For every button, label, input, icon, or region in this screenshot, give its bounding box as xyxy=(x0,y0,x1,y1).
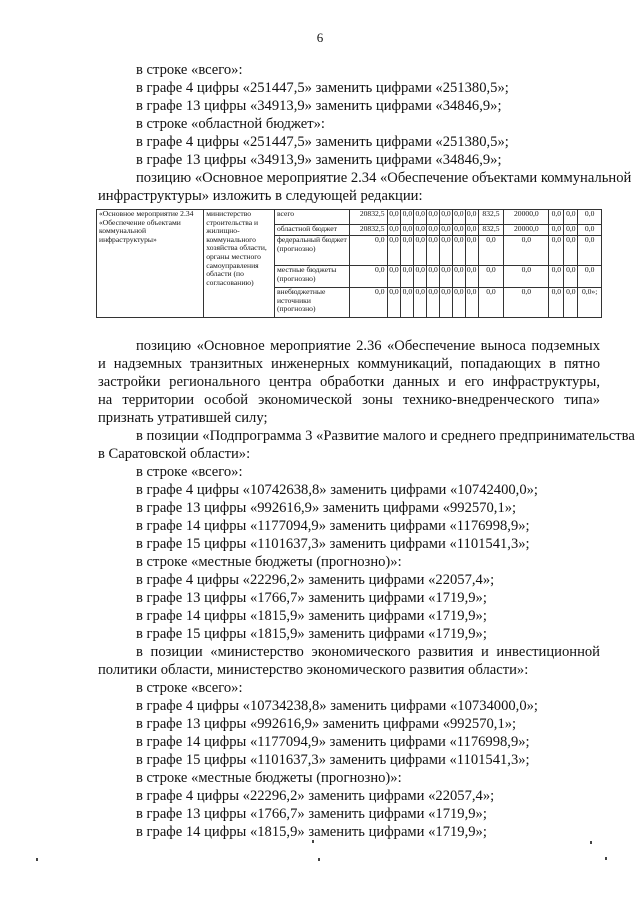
text-line: и надземных транзитных инженерных коммуникаций, попадающих в пятно xyxy=(98,356,600,372)
value-cell: 0,0 xyxy=(401,225,414,236)
value-cell: 0,0 xyxy=(452,225,465,236)
value-cell: 0,0 xyxy=(478,266,504,288)
value-cell: 0,0 xyxy=(427,225,440,236)
value-cell: 0,0 xyxy=(414,236,427,266)
total-cell: 20832,5 xyxy=(350,225,388,236)
text-line: в графе 14 цифры «1177094,9» заменить цифрами «1176998,9»; xyxy=(136,734,530,750)
value-cell: 0,0 xyxy=(427,288,440,318)
value-cell: 0,0 xyxy=(549,225,564,236)
total-cell: 0,0 xyxy=(350,266,388,288)
scan-speck xyxy=(318,858,320,861)
text-line: в графе 13 цифры «1766,7» заменить цифрами «1719,9»; xyxy=(136,590,487,606)
value-cell: 0,0 xyxy=(401,236,414,266)
value-cell: 0,0 xyxy=(387,288,401,318)
value-cell: 0,0 xyxy=(440,236,453,266)
value-cell: 0,0 xyxy=(504,236,549,266)
source-cell: областной бюджет xyxy=(274,225,349,236)
source-cell: всего xyxy=(274,210,349,225)
value-cell: 20000,0 xyxy=(504,225,549,236)
value-cell: 0,0 xyxy=(452,236,465,266)
value-cell: 0,0 xyxy=(414,288,427,318)
text-line: инфраструктуры» изложить в следующей редакции: xyxy=(98,188,423,204)
value-cell: 0,0 xyxy=(440,266,453,288)
value-cell: 0,0»; xyxy=(578,288,602,318)
text-line: в графе 4 цифры «251447,5» заменить цифрами «251380,5»; xyxy=(136,80,509,96)
value-cell: 0,0 xyxy=(465,288,478,318)
value-cell: 0,0 xyxy=(427,210,440,225)
text-line: позицию «Основное мероприятие 2.36 «Обеспечение выноса подземных xyxy=(136,338,600,354)
value-cell: 0,0 xyxy=(564,288,578,318)
text-line: в графе 13 цифры «992616,9» заменить цифрами «992570,1»; xyxy=(136,716,517,732)
text-line: в графе 14 цифры «1815,9» заменить цифрами «1719,9»; xyxy=(136,824,487,840)
total-cell: 0,0 xyxy=(350,288,388,318)
value-cell: 0,0 xyxy=(427,266,440,288)
total-cell: 20832,5 xyxy=(350,210,388,225)
text-line: в графе 4 цифры «251447,5» заменить цифрами «251380,5»; xyxy=(136,134,509,150)
text-line: в графе 15 цифры «1101637,3» заменить цифрами «1101541,3»; xyxy=(136,752,530,768)
text-line: в графе 13 цифры «34913,9» заменить цифрами «34846,9»; xyxy=(136,152,502,168)
text-line: в строке «местные бюджеты (прогнозно)»: xyxy=(136,770,402,786)
value-cell: 0,0 xyxy=(478,236,504,266)
text-line: в строке «областной бюджет»: xyxy=(136,116,325,132)
value-cell: 832,5 xyxy=(478,210,504,225)
value-cell: 0,0 xyxy=(414,210,427,225)
value-cell: 0,0 xyxy=(564,236,578,266)
value-cell: 0,0 xyxy=(478,288,504,318)
source-cell: федеральный бюджет (прогнозно) xyxy=(274,236,349,266)
text-line: в строке «всего»: xyxy=(136,680,243,696)
text-line: в строке «местные бюджеты (прогнозно)»: xyxy=(136,554,402,570)
value-cell: 0,0 xyxy=(578,225,602,236)
text-line: в графе 4 цифры «22296,2» заменить цифрами «22057,4»; xyxy=(136,788,495,804)
value-cell: 0,0 xyxy=(549,236,564,266)
value-cell: 0,0 xyxy=(465,236,478,266)
table-row xyxy=(97,210,602,225)
value-cell: 0,0 xyxy=(414,225,427,236)
text-line: в строке «всего»: xyxy=(136,464,243,480)
text-line: политики области, министерство экономического развития области»: xyxy=(98,662,529,678)
text-line: позицию «Основное мероприятие 2.34 «Обеспечение объектами коммунальной xyxy=(136,170,632,186)
value-cell: 0,0 xyxy=(440,288,453,318)
text-line: в графе 13 цифры «1766,7» заменить цифрами «1719,9»; xyxy=(136,806,487,822)
executor-cell: министерство строительства и жилищно-коммунального хозяйства области, органы местного самоуправления области (по согласованию) xyxy=(204,210,275,318)
total-cell: 0,0 xyxy=(350,236,388,266)
value-cell: 0,0 xyxy=(387,210,401,225)
value-cell: 0,0 xyxy=(401,266,414,288)
value-cell: 0,0 xyxy=(465,225,478,236)
text-line: застройки регионального центра обработки данных и его инфраструктуры, xyxy=(98,374,600,390)
text-line: в строке «всего»: xyxy=(136,62,243,78)
value-cell: 0,0 xyxy=(401,288,414,318)
measure-cell: «Основное мероприятие 2.34 «Обеспечение объектами коммунальной инфраструктуры» xyxy=(97,210,204,318)
value-cell: 0,0 xyxy=(504,288,549,318)
text-line: в графе 13 цифры «34913,9» заменить цифрами «34846,9»; xyxy=(136,98,502,114)
text-line: в графе 4 цифры «10734238,8» заменить цифрами «10734000,0»; xyxy=(136,698,538,714)
value-cell: 0,0 xyxy=(578,236,602,266)
value-cell: 0,0 xyxy=(387,236,401,266)
source-cell: местные бюджеты (прогнозно) xyxy=(274,266,349,288)
value-cell: 0,0 xyxy=(414,266,427,288)
value-cell: 0,0 xyxy=(465,210,478,225)
program-table xyxy=(96,209,602,318)
value-cell: 0,0 xyxy=(387,225,401,236)
value-cell: 0,0 xyxy=(578,210,602,225)
value-cell: 0,0 xyxy=(549,266,564,288)
text-line: в графе 15 цифры «1101637,3» заменить цифрами «1101541,3»; xyxy=(136,536,530,552)
page-number: 6 xyxy=(316,30,324,45)
value-cell: 0,0 xyxy=(564,210,578,225)
text-line: в графе 4 цифры «10742638,8» заменить цифрами «10742400,0»; xyxy=(136,482,538,498)
value-cell: 0,0 xyxy=(440,210,453,225)
scan-speck xyxy=(312,840,314,843)
value-cell: 0,0 xyxy=(452,266,465,288)
scan-speck xyxy=(605,857,607,860)
value-cell: 0,0 xyxy=(387,266,401,288)
text-line: на территории особой экономической зоны технико-внедренческого типа» xyxy=(98,392,600,408)
value-cell: 0,0 xyxy=(452,210,465,225)
value-cell: 0,0 xyxy=(564,225,578,236)
value-cell: 0,0 xyxy=(465,266,478,288)
scan-speck xyxy=(36,858,38,861)
text-line: в графе 4 цифры «22296,2» заменить цифрами «22057,4»; xyxy=(136,572,495,588)
value-cell: 0,0 xyxy=(578,266,602,288)
text-line: в графе 14 цифры «1815,9» заменить цифрами «1719,9»; xyxy=(136,608,487,624)
value-cell: 832,5 xyxy=(478,225,504,236)
value-cell: 0,0 xyxy=(401,210,414,225)
text-line: в графе 13 цифры «992616,9» заменить цифрами «992570,1»; xyxy=(136,500,517,516)
value-cell: 0,0 xyxy=(549,210,564,225)
scan-speck xyxy=(590,841,592,844)
text-line: признать утратившей силу; xyxy=(98,410,268,426)
value-cell: 0,0 xyxy=(427,236,440,266)
text-line: в графе 15 цифры «1815,9» заменить цифрами «1719,9»; xyxy=(136,626,487,642)
text-line: в Саратовской области»: xyxy=(98,446,251,462)
value-cell: 0,0 xyxy=(564,266,578,288)
value-cell: 0,0 xyxy=(452,288,465,318)
value-cell: 20000,0 xyxy=(504,210,549,225)
source-cell: внебюджетные источники (прогнозно) xyxy=(274,288,349,318)
text-line: в позиции «Подпрограмма 3 «Развитие малого и среднего предпринимательства xyxy=(136,428,635,444)
value-cell: 0,0 xyxy=(549,288,564,318)
value-cell: 0,0 xyxy=(504,266,549,288)
text-line: в позиции «министерство экономического развития и инвестиционной xyxy=(136,644,600,660)
text-line: в графе 14 цифры «1177094,9» заменить цифрами «1176998,9»; xyxy=(136,518,530,534)
value-cell: 0,0 xyxy=(440,225,453,236)
